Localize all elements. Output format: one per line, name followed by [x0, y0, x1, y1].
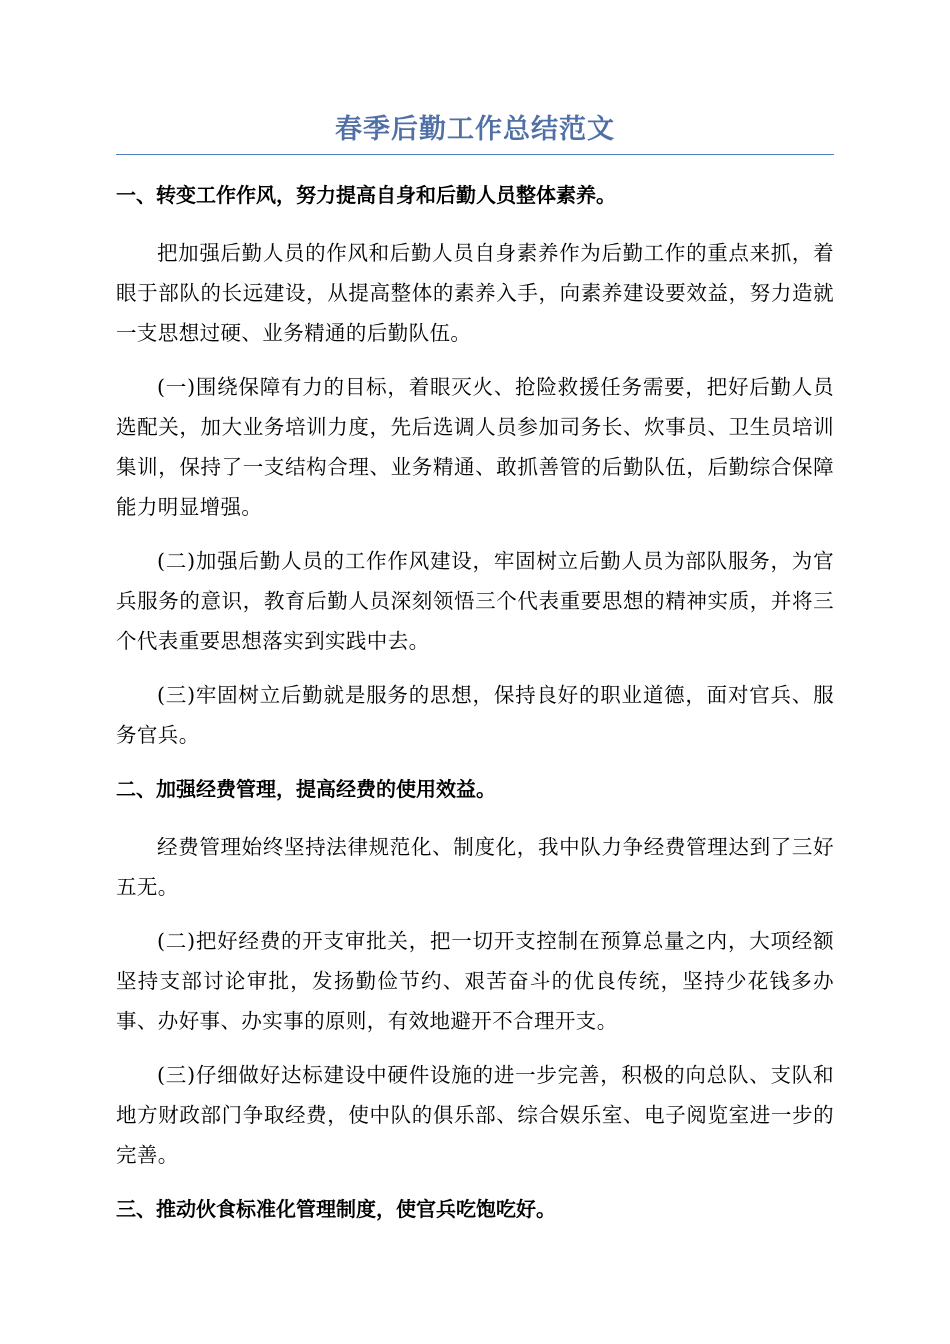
paragraph: (二)加强后勤人员的工作作风建设，牢固树立后勤人员为部队服务，为官兵服务的意识，教育后勤人员深刻领悟三个代表重要思想的精神实质，并将三个代表重要思想落实到实践中去。 — [116, 549, 834, 653]
paragraph: (二)把好经费的开支审批关，把一切开支控制在预算总量之内，大项经额坚持支部讨论审批，发扬勤俭节约、艰苦奋斗的优良传统，坚持少花钱多办事、办好事、办实事的原则，有效地避开不合理开支。 — [116, 929, 834, 1033]
document-page — [116, 110, 834, 1247]
paragraph: 把加强后勤人员的作风和后勤人员自身素养作为后勤工作的重点来抓，着眼于部队的长远建设，从提高整体的素养入手，向素养建设要效益，努力造就一支思想过硬、业务精通的后勤队伍。 — [116, 241, 834, 345]
paragraph: (三)仔细做好达标建设中硬件设施的进一步完善，积极的向总队、支队和地方财政部门争取经费，使中队的俱乐部、综合娱乐室、电子阅览室进一步的完善。 — [116, 1063, 834, 1167]
document-body — [116, 175, 834, 1229]
paragraph: (三)牢固树立后勤就是服务的思想，保持良好的职业道德，面对官兵、服务官兵。 — [116, 683, 834, 747]
paragraph: 经费管理始终坚持法律规范化、制度化，我中队力争经费管理达到了三好五无。 — [116, 835, 834, 899]
section-heading: 三、推动伙食标准化管理制度，使官兵吃饱吃好。 — [116, 1197, 556, 1221]
paragraph: (一)围绕保障有力的目标，着眼灭火、抢险救援任务需要，把好后勤人员选配关，加大业务培训力度，先后选调人员参加司务长、炊事员、卫生员培训集训，保持了一支结构合理、业务精通、敢抓善管的后勤队伍，后勤综合保障能力明显增强。 — [116, 375, 834, 519]
section-heading: 一、转变工作作风，努力提高自身和后勤人员整体素养。 — [116, 183, 616, 207]
document-title: 春季后勤工作总结范文 — [116, 110, 834, 155]
section-heading: 二、加强经费管理，提高经费的使用效益。 — [116, 777, 496, 801]
